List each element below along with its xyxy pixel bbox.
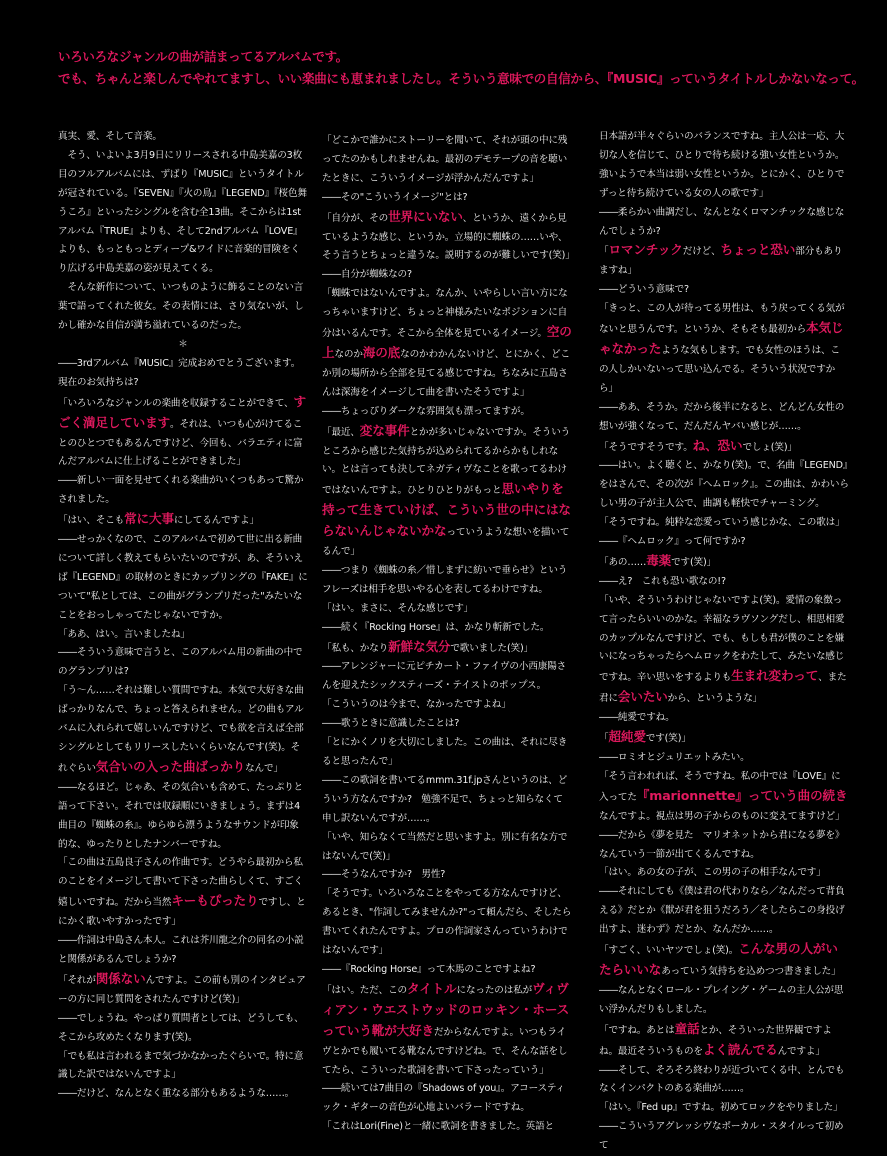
paragraph [599, 533, 849, 552]
highlight-text: 変な事件 [359, 422, 410, 438]
paragraph [322, 961, 572, 980]
body-text: ――ロミオとジュリエットみたい。 [599, 752, 750, 763]
paragraph [322, 638, 572, 659]
text-column-2 [322, 132, 575, 1137]
paragraph [58, 355, 308, 393]
paragraph [599, 573, 849, 592]
body-text: 「あの…… [599, 556, 647, 568]
paragraph [322, 658, 572, 696]
paragraph [599, 709, 849, 728]
body-text: ――『ヘムロック』って何ですか? [599, 536, 746, 548]
highlight-text: 空の上 [322, 324, 572, 360]
paragraph [322, 422, 572, 562]
paragraph [58, 279, 308, 336]
paragraph [58, 128, 308, 147]
highlight-text: キーもぴったり [171, 893, 259, 909]
body-text: ――こういうアグレッシヴなボーカル・スタイルって初めて [599, 1121, 844, 1152]
body-text: ――続く『Rocking Horse』は、かなり斬新でした。 [322, 621, 550, 633]
body-text: 「最近、 [322, 426, 360, 438]
paragraph [322, 266, 572, 285]
body-text: ――でしょうね。やっぱり質問者としては、どうしても、そこから攻めたくなります(笑)。 [58, 1012, 304, 1043]
highlight-text: 会いたい [617, 689, 668, 705]
paragraph [58, 970, 308, 1010]
paragraph [599, 241, 849, 281]
paragraph [322, 715, 572, 734]
body-text: だけど、 [682, 246, 721, 258]
body-text: 「そうですね。純粋な恋愛っていう感じかな、この歌は」 [599, 517, 845, 529]
highlight-text: 童話 [674, 1020, 700, 1036]
paragraph [599, 982, 849, 1020]
body-text: ――そういう意味で言うと、このアルバム用の新曲の中でのグランプリは? [58, 647, 303, 678]
paragraph [322, 980, 572, 1081]
body-text: ――それにしても《僕は君の代わりなら／なんだって背負える》だとか《獣が君を狙うだろう／そしたらこの身投げ出すよ、迷わず》だとか、なんだか……。 [599, 886, 845, 936]
body-text: 「そうです。いろいろなことをやってる方なんですけど、あるとき、"作詞してみませんか?"って頼んだら、そしたら書いてくれたんですよ。プロの作詞家さんっていうわけではないんです」 [322, 888, 572, 957]
highlight-text: 新鮮な気分 [388, 638, 451, 654]
lead-line-2: でも、ちゃんと楽しんでやれてますし、いい楽曲にも恵まれましたし。そういう意味での自信から、『MUSIC』っていうタイトルしかないなって。 [58, 71, 864, 86]
body-text: なんで」 [245, 762, 283, 774]
paragraph [322, 866, 572, 885]
paragraph [322, 600, 572, 619]
paragraph [322, 1118, 572, 1137]
highlight-text: 『marionnette』っていう曲の続き [636, 787, 848, 803]
paragraph [599, 204, 849, 242]
highlight-text: ね、恐い [692, 437, 743, 453]
paragraph [599, 1099, 849, 1118]
body-text: ――なんとなくロール・プレイング・ゲームの主人公が思い浮かんだりもしました。 [599, 984, 844, 1015]
body-text: にしてるんですよ」 [173, 515, 259, 527]
highlight-text: 常に大事 [124, 511, 174, 527]
body-text: 「ですね。あとは [599, 1024, 675, 1036]
highlight-text: よく読んでる [702, 1041, 778, 1057]
body-text: だからなんですよ。いつもライヴとかでも履いてる靴なんですけどね。で、そんな話をしてたら、こういった歌詞を書いて下さったっていう」 [322, 1026, 568, 1076]
body-text: そう、いよいよ3月9日にリリースされる中島美嘉の3枚目のフルアルバムには、ずばり『MUSIC』というタイトルが冠されている。『SEVEN』『火の鳥』『LEGEND』『桜色舞うころ』といったシングルを含む全13曲。そこからは1stアルバム『TRUE』よりも、そして2ndアルバム『LOVE』よりも、もっともっとディープ&ワイドに音楽的冒険をくり広げる中島美嘉の姿が見えてくる。 [58, 149, 307, 275]
body-text: 「いろいろなジャンルの楽曲を収録することができて、 [58, 397, 294, 409]
body-text: 「でも私は言われるまで気づかなかったぐらいで。特に意識した訳ではないんですよ」 [58, 1050, 304, 1081]
body-text: ――なるほど。じゃあ、その気合いも含めて、たっぷりと語って下さい。それでは収録順にいきましょう。まずは4曲目の『蜘蛛の糸』。ゆらゆら漂うようなサウンドが印象的な、ゆったりとしたナンバーですね。 [58, 781, 303, 850]
paragraph [58, 854, 308, 932]
paragraph [599, 437, 849, 458]
paragraph [322, 562, 572, 600]
body-text: 「自分が、その [322, 212, 389, 224]
paragraph [599, 1062, 849, 1100]
body-text: んですよ。この前も別のインタビュアーの方に同じ質問をされたんですけど(笑)」 [58, 974, 306, 1005]
paragraph [322, 829, 572, 867]
body-text: んですよ」 [777, 1045, 825, 1057]
paragraph [599, 128, 849, 204]
paragraph [322, 1080, 572, 1118]
paragraph [58, 147, 308, 279]
paragraph [58, 531, 308, 626]
body-text: 「私も、かなり [322, 642, 389, 654]
body-text: 「はい。『Fed up』ですね。初めてロックをやりました」 [599, 1102, 843, 1114]
body-text: っていうような想いを描いてるんで」 [322, 527, 570, 558]
body-text: 「 [599, 246, 609, 258]
body-text: ――つまり《蜘蛛の糸／惜しまずに紡いで垂らせ》というフレーズは相手を思いやる心を表してるわけですね。 [322, 564, 568, 595]
paragraph [58, 1048, 308, 1086]
highlight-text: こんな男の人がいたらいいな [599, 941, 838, 977]
body-text: 日本語が半々ぐらいのバランスですね。主人公は一応、大切な人を信じて、ひとりで待ち続ける強い女性というか。強いようで本当は弱い女性というか。とにかく、ひとりでずっと待ち続けている女の人の歌です」 [599, 131, 845, 199]
paragraph [58, 1010, 308, 1048]
paragraph [322, 403, 572, 422]
paragraph [599, 399, 849, 437]
body-text: ――え? これも恐い歌なの!? [599, 575, 726, 587]
body-text: 「はい。ただ、この [322, 984, 407, 996]
paragraph [58, 336, 308, 355]
body-text: ――そして、そろそろ終わりが近づいてくる中、とんでもなくインパクトのある楽曲が……。 [599, 1064, 845, 1095]
paragraph [599, 768, 849, 827]
body-text: ――『Rocking Horse』って木馬のことですよね? [322, 963, 536, 975]
highlight-text: ちょっと恐い [720, 242, 796, 258]
body-text: です(笑)」 [645, 733, 691, 745]
body-text: 「 [599, 733, 609, 745]
paragraph [322, 696, 572, 715]
body-text: 真実、愛、そして音楽。 [58, 131, 162, 142]
paragraph [58, 393, 308, 473]
body-text: です(笑)」 [671, 556, 717, 568]
body-text: そんな新作について、いつものように飾ることのない言葉で語ってくれた彼女。その表情には、さり気ないが、しかし確かな自信が満ち溢れているのだった。 [58, 282, 304, 332]
paragraph [599, 457, 849, 514]
body-text: 「これはLori(Fine)と一緒に歌詞を書きました。英語と [322, 1121, 554, 1133]
paragraph [322, 208, 575, 267]
body-text: になったのは私が [456, 984, 533, 996]
highlight-text: 超純愛 [608, 729, 646, 745]
paragraph [322, 885, 572, 961]
paragraph [58, 626, 308, 645]
body-text: 「すごく、いいヤツでしょ(笑)。 [599, 945, 739, 957]
paragraph [58, 932, 308, 970]
body-text: ＊ [178, 338, 188, 350]
paragraph [599, 940, 849, 982]
body-text: 「この曲は五島良子さんの作曲です。どうやら最初から私のことをイメージして書いて下さった曲らしくて、すごく嬉しいですね。だから当然 [58, 857, 304, 909]
paragraph [322, 734, 572, 772]
highlight-text: 気合いの入った曲ばっかり [95, 758, 246, 774]
highlight-text: 生まれ変わって [731, 668, 819, 684]
body-text: から、というような」 [667, 693, 763, 705]
highlight-text: ロマンチック [608, 242, 683, 258]
highlight-text: ヴィヴィアン・ウエストウッドのロッキン・ホースっていう靴が大好き [322, 980, 570, 1038]
body-text: ――作詞は中島さん本人。これは芥川龍之介の同名の小説と関係があるんでしょうか? [58, 935, 304, 965]
body-text: ですし、とにかく歌いやすかったです」 [58, 897, 306, 928]
paragraph [599, 728, 849, 749]
body-text: ――はい。よく聴くと、かなり(笑)。で、名曲『LEGEND』をはさんで、その次が『ヘムロック』。この曲は、かわいらしい男の子が主人公で、曲調も軽快でチャーミング。 [599, 460, 849, 510]
body-text: 、また君に [599, 672, 847, 705]
body-text: ――新しい一面を見せてくれる楽曲がいくつもあって驚かされました。 [58, 475, 304, 506]
body-text: ――アレンジャーに元ピチカート・ファイヴの小西康陽さんを迎えたシックスティーズ・テイストのポップス。 [322, 661, 567, 692]
lead-line-1: いろいろなジャンルの曲が詰まってるアルバムです。 [58, 49, 348, 64]
body-text: でしょ(笑)」 [742, 441, 797, 453]
body-text: とか、そういった世界観ですよね。最近そういうものを [599, 1024, 832, 1057]
body-text: なのかわかんないけど、とにかく、どこか別の場所から全部を見てる感じですね。ちなみに五島さんは深海をイメージして曲を書いたそうですよ」 [322, 348, 570, 398]
body-text: 「そうですそうです。 [599, 441, 693, 453]
paragraph [599, 281, 849, 300]
body-text: ような気もします。でも女性のほうは、この人しかいないって思い込んでる。そういう状況ですから」 [599, 344, 840, 394]
paragraph [599, 749, 849, 768]
paragraph [58, 1085, 308, 1104]
body-text: ――せっかくなので、このアルバムで初めて世に出る新曲について詳しく教えてもらいたいのですが、あ、そういえば『LEGEND』の取材のときにカップリングの『FAKE』について"私としては、この曲がグランプリだった"みたいなことをおっしゃってたじゃないですか。 [58, 534, 308, 621]
body-text: なのか [334, 348, 363, 360]
body-text: 「はい。あの女の子が、この男の子の相手なんです」 [599, 867, 826, 879]
highlight-text: すごく満足しています [58, 393, 306, 430]
body-text: ――そうなんですか? 男性? [322, 869, 446, 881]
body-text: 「それが [58, 974, 96, 986]
body-text: 「どこかで誰かにストーリーを聞いて、それが頭の中に残ってたのかもしれませんね。最初のデモテープの音を聴いたときに、こういうイメージが浮かんだんですよ」 [322, 135, 568, 184]
body-text: 「はい。まさに、そんな感じです」 [322, 602, 474, 614]
paragraph [599, 300, 849, 399]
body-text: 「蜘蛛ではないんですよ。なんか、いやらしい言い方になっちゃいますけど、ちょっと神様みたいなポジションに自分はいるんです。そこから全体を見ているイメージ。 [322, 288, 568, 340]
paragraph [599, 514, 849, 533]
lead-headline [58, 46, 864, 90]
body-text: ――歌うときに意識したことは? [322, 718, 460, 730]
highlight-text: 関係ない [95, 970, 146, 986]
paragraph [322, 132, 572, 189]
highlight-text: 本気じゃなかった [599, 320, 844, 356]
body-text: ――だけど、なんとなく重なる部分もあるような……。 [58, 1088, 295, 1100]
highlight-text: 思いやりを持って生きていけば、こういう世の中にはならないんじゃないかな [322, 481, 571, 539]
text-column-3 [599, 128, 849, 1156]
paragraph [599, 552, 849, 573]
body-text: 「きっと、この人が待ってる男性は、もう戻ってくる気がないと思うんです。というか、そもそも最初から [599, 303, 845, 336]
body-text: 部分もありますね」 [599, 246, 843, 277]
paragraph [599, 864, 849, 883]
body-text: なんですよ。視点は男の子からのものに変えてますけど」 [599, 810, 845, 822]
paragraph [599, 1118, 849, 1156]
text-column-1 [58, 128, 308, 1104]
body-text: 「はい、そこも [58, 515, 125, 527]
body-text: で歌いました(笑)」 [450, 642, 534, 654]
paragraph [58, 510, 308, 531]
paragraph [58, 472, 308, 510]
body-text: 「とにかくノリを大切にしました。この曲は、それに尽きると思ったんで」 [322, 737, 568, 767]
highlight-text: タイトル [407, 980, 457, 996]
paragraph [322, 189, 572, 208]
highlight-text: 海の底 [362, 344, 401, 360]
body-text: 「そう言われれば、そうですね。私の中では『LOVE』に入ってた [599, 770, 841, 803]
paragraph [599, 592, 849, 709]
body-text: ――自分が蜘蛛なの? [322, 269, 412, 281]
body-text: ――だから《夢を見た マリオネットから君になる夢を》なんていう一節が出てくるんですね。 [599, 829, 845, 860]
body-text: ――その"こういうイメージ"とは? [322, 191, 468, 203]
paragraph [322, 772, 572, 829]
body-text: 。それは、いつも心がけてることのひとつでもあるんですけど、今回も、バラエティに富んだアルバムに仕上げることができました」 [58, 418, 303, 468]
paragraph [58, 644, 308, 682]
paragraph [599, 827, 849, 865]
body-text: 、というか、遠くから見ているような感じ、というか。立場的に蜘蛛の……いや、そう言うとちょっと違うな。説明するのが難しいです(笑)」 [322, 212, 575, 262]
highlight-text: 世界にいない [388, 208, 463, 224]
body-text: ――3rdアルバム『MUSIC』完成おめでとうございます。現在のお気持ちは? [58, 357, 301, 388]
paragraph [599, 883, 849, 940]
body-text: ――どういう意味で? [599, 284, 689, 296]
body-text: あっていう気持ちを込めつつ書きました」 [661, 965, 841, 977]
paragraph [58, 682, 308, 779]
body-text: 「こういうのは今まで、なかったですよね」 [322, 699, 511, 711]
body-text: ――ああ、そうか。だから後半になると、どんどん女性の想いが強くなって、だんだんヤバい感じが……。 [599, 401, 845, 432]
body-text: 「ああ、はい。言いましたね」 [58, 628, 190, 640]
body-text: ――続いては7曲目の『Shadows of you』。アコースティック・ギターの音色が心地よいバラードですね。 [322, 1083, 565, 1114]
body-text: 「いや、知らなくて当然だと思いますよ。別に有名な方ではないんで(笑)」 [322, 831, 568, 862]
body-text: 「いや、そういうわけじゃないですよ(笑)。愛情の象徴って言ったらいいのかな。幸福なラヴソングだし、相思相愛のカップルなんですけど、でも、もしも君が僕のことを嫌いになっちゃったらヘムロックをわたして、みたいな感じですね。辛い思いをするよりも [599, 594, 845, 684]
body-text: ――ちょっぴりダークな雰囲気も漂ってますが。 [322, 405, 530, 417]
paragraph [322, 619, 572, 638]
body-text: ――純愛ですね。 [599, 712, 675, 724]
highlight-text: 毒薬 [646, 552, 672, 568]
paragraph [599, 1020, 849, 1062]
body-text: ――この歌詞を書いてるmmm.31f.jpさんというのは、どういう方なんですか? 勉強不足で、ちょっと知らなくて申し訳ないんですが……。 [322, 774, 568, 824]
body-text: ――柔らかい曲調だし、なんとなくロマンチックな感じなんでしょうか? [599, 206, 845, 237]
body-text: とかが多いじゃないですか。そういうところから感じた気持ちが込められてるからかもしれない。とは言っても決してネガティヴなことを歌ってるわけではないんですよ。ひとりひとりがもっと [322, 426, 571, 497]
body-text: 「う～ん……それは難しい質問ですね。本気で大好きな曲ばっかりなんで、ちょっと答えられません。どの曲もアルバムに入れられて嬉しいんですけど、でも欲を言えば全部シングルとしてもリリースしたいくらいなんです(笑)。それぐらい [58, 685, 304, 774]
paragraph [58, 779, 308, 855]
paragraph [322, 285, 572, 402]
